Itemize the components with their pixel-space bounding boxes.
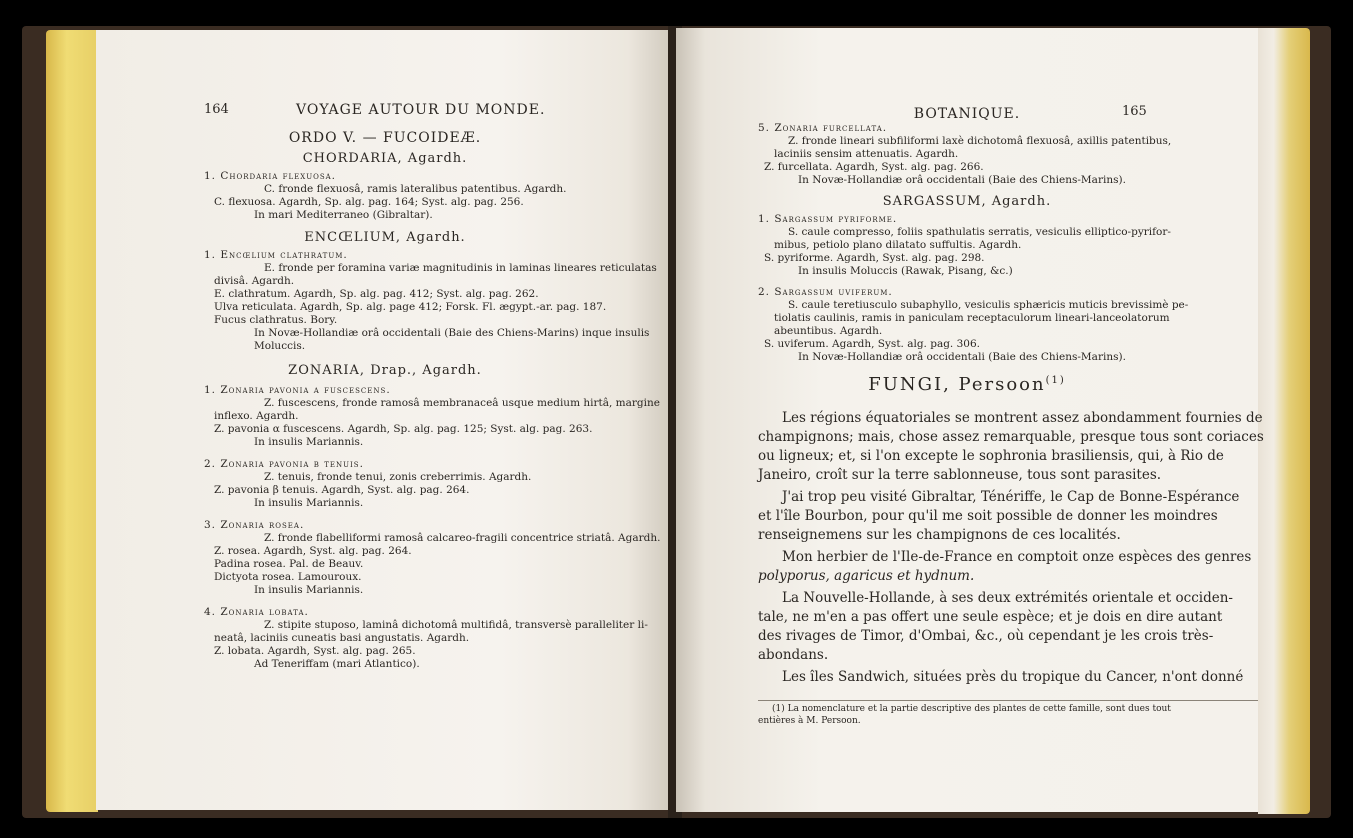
species-heading: 5. Zonaria furcellata.	[758, 122, 888, 134]
paragraph-line: renseignemens sur les champignons de ces localités.	[758, 527, 1121, 543]
text-line: mibus, petiolo plano dilatato suffultis. Agardh.	[774, 239, 1022, 251]
species-heading: 2. Zonaria pavonia β tenuis.	[204, 458, 364, 470]
left-page	[96, 30, 674, 810]
paragraph-line: des rivages de Timor, d'Ombai, &c., où cependant je les crois très-	[758, 628, 1214, 644]
text-line: In insulis Mariannis.	[254, 497, 364, 509]
text-line: Z. pavonia α fuscescens. Agardh, Sp. alg. pag. 125; Syst. alg. pag. 263.	[214, 423, 593, 435]
species-heading: 4. Zonaria lobata.	[204, 606, 309, 618]
text-line: In Novæ-Hollandiæ orâ occidentali (Baie des Chiens-Marins) inque insulis	[254, 327, 650, 339]
paragraph-line: Janeiro, croît sur la terre sablonneuse, tous sont parasites.	[758, 467, 1162, 483]
footnote-line: entières à M. Persoon.	[758, 716, 861, 726]
paragraph-line: La Nouvelle-Hollande, à ses deux extrémités orientale et occiden-	[782, 590, 1233, 606]
paragraph-line: abondans.	[758, 647, 829, 663]
species-heading: 1. Chordaria flexuosa.	[204, 170, 337, 182]
species-heading: 1. Zonaria pavonia α fuscescens.	[204, 384, 391, 396]
ordo-heading: ORDO V. — FUCOIDEÆ.	[288, 130, 482, 146]
text-line: Padina rosea. Pal. de Beauv.	[214, 558, 364, 570]
text-line: In Novæ-Hollandiæ orâ occidentali (Baie des Chiens-Marins).	[798, 351, 1126, 363]
text-line: C. fronde flexuosâ, ramis lateralibus patentibus. Agardh.	[264, 183, 567, 195]
right-page-edges	[1258, 28, 1310, 814]
text-line: Ulva reticulata. Agardh, Sp. alg. page 412; Forsk. Fl. ægypt.-ar. pag. 187.	[214, 301, 607, 313]
text-line: E. fronde per foramina variæ magnitudinis in laminas lineares reticulatas	[264, 262, 657, 274]
text-line: S. caule compresso, foliis spathulatis serratis, vesiculis elliptico-pyrifor-	[788, 226, 1171, 238]
text-line: S. caule teretiusculo subaphyllo, vesiculis sphæricis muticis brevissimè pe-	[788, 299, 1189, 311]
footnote-rule	[758, 700, 1258, 701]
species-heading: 2. Sargassum uviferum.	[758, 286, 893, 298]
text-line: Z. stipite stuposo, laminâ dichotomâ multifidâ, transversè paralleliter li-	[264, 619, 648, 631]
text-line: Z. furcellata. Agardh, Syst. alg. pag. 266.	[764, 161, 984, 173]
genus-encoelium: ENCŒLIUM, Agardh.	[304, 230, 466, 245]
paragraph-line: et l'île Bourbon, pour qu'il me soit possible de donner les moindres	[758, 508, 1218, 524]
left-running-head: VOYAGE AUTOUR DU MONDE.	[296, 102, 546, 118]
text-line: Z. fronde lineari subfiliformi laxè dichotomâ flexuosâ, axillis patentibus,	[788, 135, 1172, 147]
paragraph-line: ou ligneux; et, si l'on excepte le sophronia brasiliensis, qui, à Rio de	[758, 448, 1224, 464]
text-line: tiolatis caulinis, ramis in paniculam receptaculorum lineari-lanceolatorum	[774, 312, 1170, 324]
paragraph-line: Les régions équatoriales se montrent assez abondamment fournies de	[782, 410, 1263, 426]
species-heading: 3. Zonaria rosea.	[204, 519, 305, 531]
fungi-heading	[676, 374, 1258, 395]
left-page-number: 164	[204, 102, 229, 117]
left-page-edges	[46, 30, 98, 812]
text-line: abeuntibus. Agardh.	[774, 325, 883, 337]
genus-zonaria: ZONARIA, Drap., Agardh.	[288, 363, 482, 378]
text-line: In mari Mediterraneo (Gibraltar).	[254, 209, 433, 221]
text-line: In Novæ-Hollandiæ orâ occidentali (Baie des Chiens-Marins).	[798, 174, 1126, 186]
species-heading: 1. Encœlium clathratum.	[204, 249, 348, 261]
text-line: Fucus clathratus. Bory.	[214, 314, 338, 326]
text-line: neatâ, laciniis cuneatis basi angustatis. Agardh.	[214, 632, 470, 644]
right-page-number: 165	[1122, 104, 1147, 119]
paragraph-line: Les îles Sandwich, situées près du tropique du Cancer, n'ont donné	[782, 669, 1244, 685]
paragraph-line: Mon herbier de l'Ile-de-France en comptoit onze espèces des genres	[782, 549, 1252, 565]
text-line: S. uviferum. Agardh, Syst. alg. pag. 306.	[764, 338, 980, 350]
text-line: Z. lobata. Agardh, Syst. alg. pag. 265.	[214, 645, 416, 657]
paragraph-line: polyporus, agaricus et hydnum.	[758, 568, 975, 584]
text-line: Ad Teneriffam (mari Atlantico).	[254, 658, 420, 670]
paragraph-line: tale, ne m'en a pas offert une seule espèce; et je dois en dire autant	[758, 609, 1223, 625]
text-line: laciniis sensim attenuatis. Agardh.	[774, 148, 959, 160]
text-line: Z. pavonia β tenuis. Agardh, Syst. alg. pag. 264.	[214, 484, 470, 496]
genus-sargassum: SARGASSUM, Agardh.	[882, 194, 1052, 209]
right-page	[676, 28, 1264, 812]
footnote-line: (1) La nomenclature et la partie descriptive des plantes de cette famille, sont dues tout	[772, 704, 1171, 714]
text-line: E. clathratum. Agardh, Sp. alg. pag. 412; Syst. alg. pag. 262.	[214, 288, 539, 300]
footnote-mark: (1)	[1045, 375, 1066, 386]
text-line: Z. tenuis, fronde tenui, zonis creberrimis. Agardh.	[264, 471, 532, 483]
text-line: S. pyriforme. Agardh, Syst. alg. pag. 298.	[764, 252, 985, 264]
text-line: Z. fronde flabelliformi ramosâ calcareo-fragili concentrice striatâ. Agardh.	[264, 532, 661, 544]
text-line: In insulis Mariannis.	[254, 436, 364, 448]
text-line: C. flexuosa. Agardh, Sp. alg. pag. 164; Syst. alg. pag. 256.	[214, 196, 524, 208]
text-line: Z. rosea. Agardh, Syst. alg. pag. 264.	[214, 545, 412, 557]
genus-chordaria: CHORDARIA, Agardh.	[302, 151, 468, 166]
text-line: inflexo. Agardh.	[214, 410, 299, 422]
text-line: Dictyota rosea. Lamouroux.	[214, 571, 362, 583]
text-line: In insulis Moluccis (Rawak, Pisang, &c.)	[798, 265, 1013, 277]
right-running-head: BOTANIQUE.	[913, 106, 1021, 122]
text-line: In insulis Mariannis.	[254, 584, 364, 596]
text-line: Z. fuscescens, fronde ramosâ membranaceâ usque medium hirtâ, margine	[264, 397, 660, 409]
paragraph-line: J'ai trop peu visité Gibraltar, Ténériffe, le Cap de Bonne-Espérance	[782, 489, 1240, 505]
text-line: Moluccis.	[254, 340, 306, 352]
paragraph-line: champignons; mais, chose assez remarquable, presque tous sont coriaces	[758, 429, 1264, 445]
species-heading: 1. Sargassum pyriforme.	[758, 213, 898, 225]
text-line: divisâ. Agardh.	[214, 275, 295, 287]
fungi-title: FUNGI, Persoon	[868, 374, 1046, 395]
